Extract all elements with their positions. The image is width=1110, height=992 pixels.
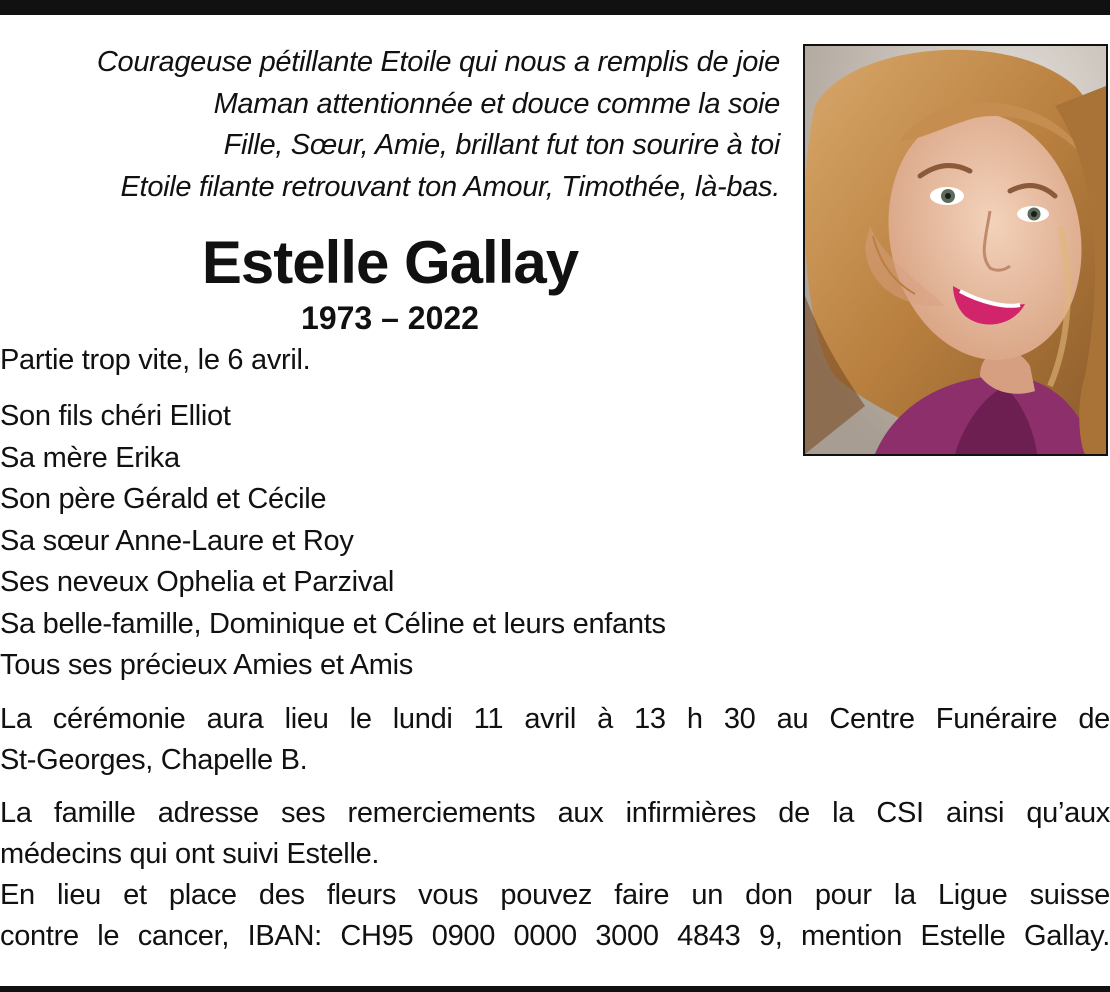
life-years: 1973 – 2022	[301, 300, 479, 336]
poem-line: Fille, Sœur, Amie, brillant fut ton sourire à toi	[223, 129, 780, 161]
thanks-paragraph	[0, 793, 1110, 957]
family-member: Tous ses précieux Amies et Amis	[0, 649, 413, 681]
family-list	[0, 396, 666, 687]
donation-line: contre le cancer, IBAN: CH95 0900 0000 3000 4843 9, mention Estelle Gallay.	[0, 920, 1110, 952]
poem-line: Courageuse pétillante Etoile qui nous a remplis de joie	[96, 46, 780, 78]
ceremony-line: La cérémonie aura lieu le lundi 11 avril à 13 h 30 au Centre Funéraire de	[0, 703, 1110, 735]
bottom-rule	[0, 986, 1110, 992]
deceased-name: Estelle Gallay	[201, 229, 579, 296]
thanks-line: La famille adresse ses remerciements aux infirmières de la CSI ainsi qu’aux	[0, 797, 1110, 829]
portrait-photo	[803, 44, 1108, 456]
top-rule	[0, 0, 1110, 15]
poem-line: Etoile filante retrouvant ton Amour, Timothée, là-bas.	[120, 170, 780, 203]
family-member: Sa belle-famille, Dominique et Céline et leurs enfants	[0, 607, 666, 640]
family-member: Sa mère Erika	[0, 441, 180, 474]
donation-line: En lieu et place des fleurs vous pouvez faire un don pour la Ligue suisse	[0, 879, 1110, 911]
family-member: Son père Gérald et Cécile	[0, 483, 327, 515]
ceremony-paragraph	[0, 699, 1110, 781]
ceremony-line: St-Georges, Chapelle B.	[0, 744, 308, 776]
family-member: Ses neveux Ophelia et Parzival	[0, 566, 394, 598]
family-member: Son fils chéri Elliot	[0, 400, 231, 432]
memorial-poem	[0, 42, 780, 208]
departure-note: Partie trop vite, le 6 avril.	[0, 344, 311, 376]
thanks-line: médecins qui ont suivi Estelle.	[0, 838, 380, 870]
family-member: Sa sœur Anne-Laure et Roy	[0, 524, 354, 557]
poem-line: Maman attentionnée et douce comme la soie	[213, 87, 780, 120]
